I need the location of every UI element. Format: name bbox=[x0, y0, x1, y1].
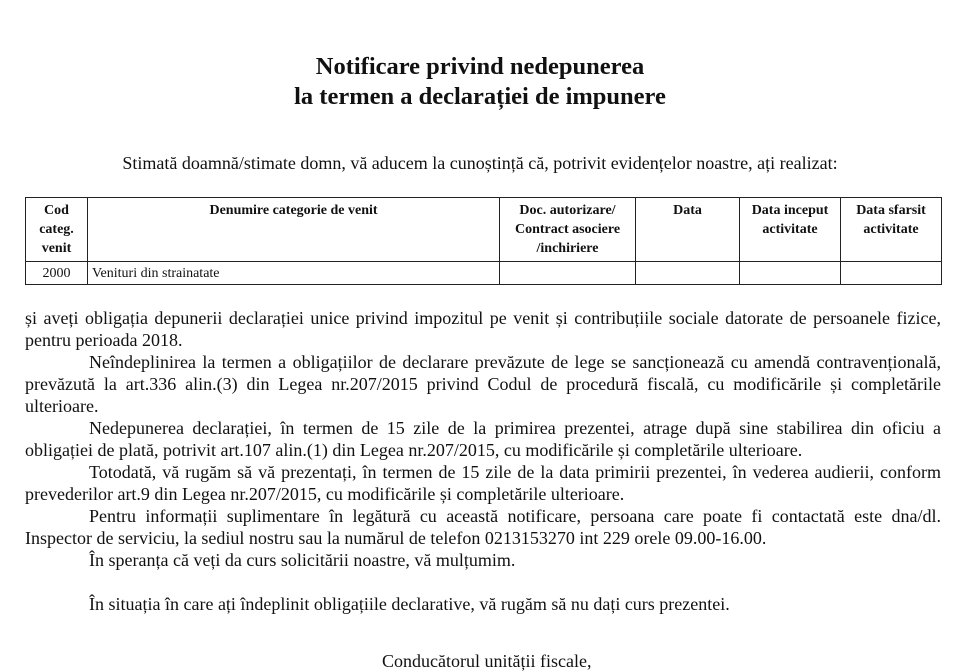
title-line-1: Notificare privind nedepunerea bbox=[315, 53, 645, 80]
paragraph-sanction: Neîndeplinirea la termen a obligațiilor de declarare prevăzute de lege se sancționează cu amendă contravențională, prevăzută la art.336 alin.(3) din Legea nr.207/2015 privind Codul de procedură fiscală, cu modificările și completările ulterioare. bbox=[25, 352, 941, 416]
header-sfarsit: Data sfarsit activitate bbox=[841, 198, 942, 262]
table-header-row bbox=[26, 198, 942, 262]
signature-line: Conducătorul unității fiscale, bbox=[382, 651, 592, 671]
paragraph-contact: Pentru informații suplimentare în legătură cu această notificare, persoana care poate fi contactată este dna/dl. Inspector de serviciu, la sediul nostru sau la numărul de telefon 0213153270 int 229 orele 09.00-16.00. bbox=[25, 506, 941, 548]
cell-inceput bbox=[740, 262, 841, 285]
table-row bbox=[26, 262, 942, 285]
cell-sfarsit bbox=[841, 262, 942, 285]
title-line-2: la termen a declarației de impunere bbox=[294, 83, 666, 110]
paragraph-disregard: În situația în care ați îndeplinit obligațiile declarative, vă rugăm să nu dați curs prezentei. bbox=[89, 594, 730, 614]
header-denumire: Denumire categorie de venit bbox=[88, 198, 500, 262]
header-cod: Cod categ. venit bbox=[26, 198, 88, 262]
notice-body bbox=[25, 307, 941, 615]
paragraph-thanks: În speranța că veți da curs solicitării noastre, vă mulțumim. bbox=[89, 550, 516, 570]
paragraph-ex-officio: Nedepunerea declarației, în termen de 15 zile de la primirea prezentei, atrage după sine stabilirea din oficiu a obligației de plată, potrivit art.107 alin.(1) din Legea nr.207/2015, cu modificările și completările ulterioare. bbox=[25, 418, 941, 460]
cell-doc bbox=[500, 262, 636, 285]
document-title bbox=[0, 52, 960, 112]
header-doc: Doc. autorizare/ Contract asociere /inchiriere bbox=[500, 198, 636, 262]
header-inceput: Data inceput activitate bbox=[740, 198, 841, 262]
cell-cod: 2000 bbox=[26, 262, 88, 285]
paragraph-hearing: Totodată, vă rugăm să vă prezentați, în termen de 15 zile de la data primirii prezentei, în vederea audierii, conform prevederilor art.9 din Legea nr.207/2015, cu modificările și completările ulterioare. bbox=[25, 462, 941, 504]
intro-text: Stimată doamnă/stimate domn, vă aducem la cunoștință că, potrivit evidențelor noastre, ați realizat: bbox=[122, 153, 838, 173]
income-table bbox=[25, 197, 942, 285]
cell-denumire: Venituri din strainatate bbox=[88, 262, 500, 285]
header-data: Data bbox=[636, 198, 740, 262]
cell-data bbox=[636, 262, 740, 285]
paragraph-obligation: și aveți obligația depunerii declarației unice privind impozitul pe venit și contribuțiile sociale datorate de persoanele fizice, pentru perioada 2018. bbox=[25, 308, 941, 350]
